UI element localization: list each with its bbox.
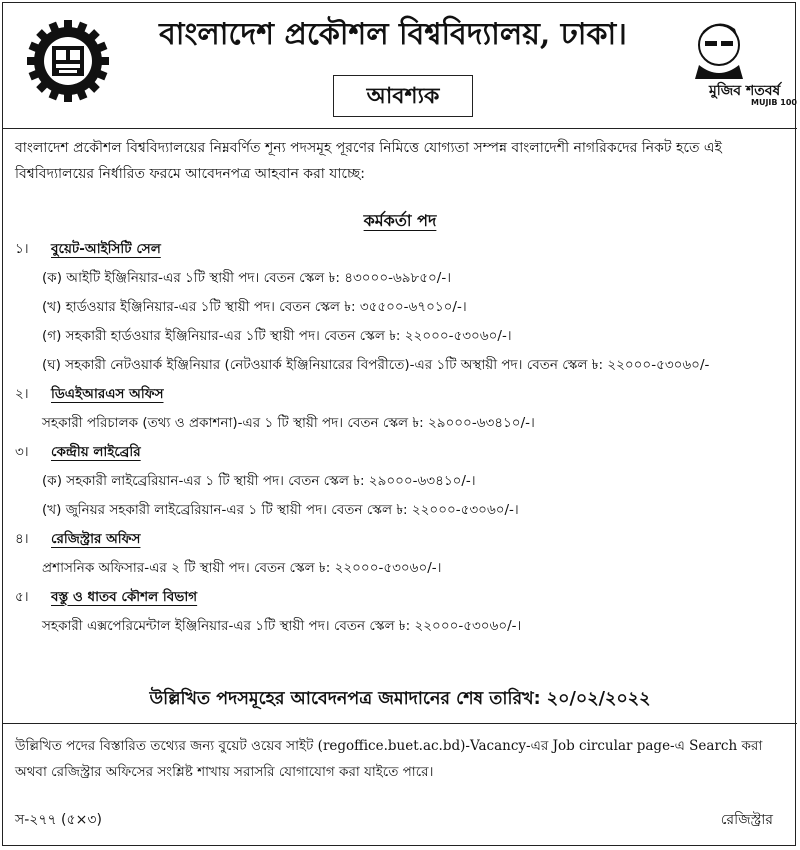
header-divider xyxy=(3,128,797,129)
footnote-paragraph xyxy=(15,733,790,785)
category-name: রেজিস্ট্রার অফিস xyxy=(51,531,141,547)
footer-divider xyxy=(3,723,797,724)
category-number: ৪। xyxy=(15,531,29,547)
position-item: (ঘ) সহকারী নেটওয়ার্ক ইঞ্জিনিয়ার (নেটওয়ার্ক ইঞ্জিনিয়ারের বিপরীতে)-এর ১টি অস্থায়ী পদ। বেতন স্কেল ৳: ২২০০০-৫৩০৬০/- xyxy=(42,357,710,373)
category-number: ২। xyxy=(15,386,29,402)
category-number: ৩। xyxy=(15,444,29,460)
footnote-text: উল্লিখিত পদের বিস্তারিত তথ্যের জন্য বুয়েট ওয়েব সাইট xyxy=(15,738,318,754)
badge-text: মুজিব শতবর্ষ xyxy=(709,83,781,99)
category-heading xyxy=(15,583,790,612)
category-heading xyxy=(15,235,790,264)
category-name: কেন্দ্রীয় লাইব্রেরি xyxy=(51,444,141,460)
position-item: সহকারী এক্সপেরিমেন্টাল ইঞ্জিনিয়ার-এর ১টি স্থায়ী পদ। বেতন স্কেল ৳: ২২০০০-৫৩০৬০/-। xyxy=(42,618,522,634)
category-heading xyxy=(15,380,790,409)
registrar-signature: রেজিস্ট্রার xyxy=(720,812,773,828)
job-circular-page xyxy=(2,2,796,846)
university-title: বাংলাদেশ প্রকৌশল বিশ্ববিদ্যালয়, ঢাকা। xyxy=(159,17,627,52)
section-heading-text: কর্মকর্তা পদ xyxy=(363,211,437,230)
section-heading xyxy=(3,208,797,235)
category-name: বস্তু ও ধাতব কৌশল বিভাগ xyxy=(51,589,198,605)
intro-paragraph: বাংলাদেশ প্রকৌশল বিশ্ববিদ্যালয়ের নিম্নবর্ণিত শূন্য পদসমূহ পূরণের নিমিত্তে যোগ্যতা সম্পন্ন বাংলাদেশী নাগরিকদের নিকট হতে এই বিশ্ববিদ্যালয়ের নির্ধারিত ফরমে আবেদনপত্র আহবান করা যাচ্ছে: xyxy=(15,140,722,182)
badge-text-en: MUJIB 100 xyxy=(751,98,797,107)
header xyxy=(3,3,797,128)
category-name: বুয়েট-আইসিটি সেল xyxy=(51,241,161,257)
position-item: (ক) আইটি ইঞ্জিনিয়ার-এর ১টি স্থায়ী পদ। বেতন স্কেল ৳: ৪৩০০০-৬৯৮৫০/-। xyxy=(42,270,452,286)
website-link[interactable]: (regoffice.buet.ac.bd) xyxy=(317,738,466,754)
position-item: (ক) সহকারী লাইব্রেরিয়ান-এর ১ টি স্থায়ী পদ। বেতন স্কেল ৳: ২৯০০০-৬৩৪১০/-। xyxy=(42,473,476,489)
category-number: ১। xyxy=(15,241,29,257)
footnote-text: -Vacancy-এর Job circular page-এ Search করা অথবা রেজিস্ট্রার অফিসের সংশ্লিষ্ট শাখায় সরাসরি যোগাযোগ করা যাইতে পারে। xyxy=(15,738,763,780)
position-item: (গ) সহকারী হার্ডওয়ার ইঞ্জিনিয়ার-এর ১টি স্থায়ী পদ। বেতন স্কেল ৳: ২২০০০-৫৩০৬০/-। xyxy=(42,328,512,344)
notice-subtitle: আবশ্যক xyxy=(333,75,473,117)
category-heading xyxy=(15,438,790,467)
position-list xyxy=(15,235,790,641)
buet-gear-logo-icon xyxy=(25,18,111,104)
application-deadline: উল্লিখিত পদসমূহের আবেদনপত্র জমাদানের শেষ তারিখ: ২০/০২/২০২২ xyxy=(149,689,651,709)
category-number: ৫। xyxy=(15,589,29,605)
position-item: প্রশাসনিক অফিসার-এর ২ টি স্থায়ী পদ। বেতন স্কেল ৳: ২২০০০-৫৩০৬০/-। xyxy=(42,560,442,576)
position-item: (খ) জুনিয়র সহকারী লাইব্রেরিয়ান-এর ১ টি স্থায়ী পদ। বেতন স্কেল ৳: ২২০০০-৫৩০৬০/-। xyxy=(42,502,519,518)
notice-code: স-২৭৭ (৫×৩) xyxy=(15,812,102,828)
category-name: ডিএইআরএস অফিস xyxy=(51,386,164,402)
position-item: (খ) হার্ডওয়ার ইঞ্জিনিয়ার-এর ১টি স্থায়ী পদ। বেতন স্কেল ৳: ৩৫৫০০-৬৭০১০/-। xyxy=(42,299,467,315)
category-heading xyxy=(15,525,790,554)
mujib-portrait-icon xyxy=(671,13,797,113)
position-item: সহকারী পরিচালক (তথ্য ও প্রকাশনা)-এর ১ টি স্থায়ী পদ। বেতন স্কেল ৳: ২৯০০০-৬৩৪১০/-। xyxy=(42,415,535,431)
